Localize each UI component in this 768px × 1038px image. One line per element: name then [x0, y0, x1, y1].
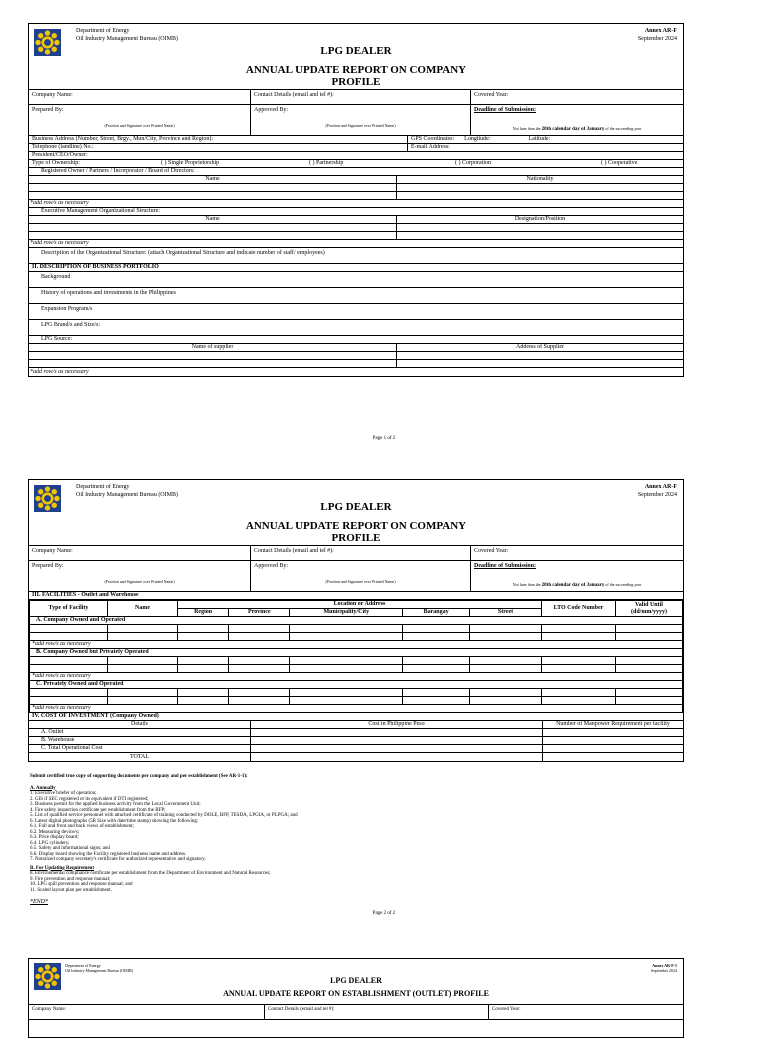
- telephone-field[interactable]: Telephone (landline) No.:: [29, 144, 408, 151]
- form-subtitle: ANNUAL UPDATE REPORT ON COMPANY PROFILE: [245, 520, 467, 545]
- agency-name: Department of Energy Oil Industry Management Bureau (OIMB): [65, 963, 133, 973]
- form-subtitle: ANNUAL UPDATE REPORT ON ESTABLISHMENT (OUTLET) PROFILE: [223, 989, 489, 998]
- covered-year-field[interactable]: Covered Year:: [474, 92, 509, 98]
- gps-field[interactable]: GPS Coordinates: Longitude: Latitude:: [411, 136, 551, 143]
- table-row: [30, 665, 683, 673]
- approved-by-field[interactable]: Approved By: (Position and Signature over Printed Name): [251, 561, 471, 591]
- company-name-field[interactable]: Company Name:: [29, 1005, 265, 1019]
- form-title: LPG DEALER: [320, 501, 392, 513]
- registered-owner-label: Registered Owner / Partners / Incorporator / Board of Directors:: [29, 168, 683, 176]
- section-3-heading: III. FACILITIES - Outlet and Warehouse: [29, 592, 683, 600]
- form-title: LPG DEALER: [320, 45, 392, 57]
- contact-details-field[interactable]: Contact Details (email and tel #):: [265, 1005, 489, 1019]
- email-field[interactable]: E-mail Address:: [411, 144, 450, 151]
- covered-year-field[interactable]: Covered Year:: [492, 1007, 521, 1012]
- page-number: Page 2 of 2: [372, 911, 396, 916]
- page-1: Department of Energy Oil Industry Management Bureau (OIMB) Annex AR-F September 2024 LPG DEALER ANNUAL UPDATE REPORT ON COMPANY PROFILE Company Name: Contact Details (email and tel #): Covered Year: Prepared By: (Position and Signature over Printed Name) Approved By: (Position and Signature over Printed Name) Deadline of Submission: Not later than the 20th calendar day of January of the succeeding year Business Address (Number, Street, Brgy., Mun/City, Province and Region): GPS Coordinates: Longitude: Latitude: Telephone (landline) No.: E-mail Address: President/CEO/Owner: Type of Ownership: ( ) Single Proprietorship ( ) Partnership ( ) Corporation ( ) Cooperative Registered Owner / Partners / Incorporator / Board of Directors: Name Nationality *add row/s as necessary Executive Management Organizational Structure: Name Designation/Position *add row/s as necessary Description of the Organizational Structure: (attach Organizational Structure and indicate number of staff/ employees) II. DESCRIPTION OF BUSINESS PORTFOLIO Background History of operations and investments in the Philippines Expansion Program/s LPG Brand/s and Size/s: LPG Source: Name of supplier Address of Supplier *add row/s as necessary: [28, 23, 684, 377]
- deadline-field: Deadline of Submission: Not later than the 20th calendar day of January of the succeeding year: [474, 107, 642, 133]
- table-row: [30, 697, 683, 705]
- annex-label: Annex AR-F September 2024: [637, 28, 677, 42]
- president-field[interactable]: President/CEO/Owner:: [29, 152, 683, 160]
- partnership-checkbox[interactable]: ( ) Partnership: [309, 160, 344, 167]
- table-row: [30, 625, 683, 633]
- agency-name: Department of Energy Oil Industry Management Bureau (OIMB): [76, 484, 178, 498]
- history-field[interactable]: History of operations and investments in the Philippines: [29, 288, 683, 304]
- exec-structure-label: Executive Management Organizational Structure:: [29, 208, 683, 216]
- page-3: [28, 958, 684, 1038]
- cooperative-checkbox[interactable]: ( ) Cooperative: [601, 160, 638, 167]
- annex-label: Annex AR-F September 2024: [637, 484, 677, 498]
- page-header: [29, 24, 683, 90]
- annex-label: Annex AR-F-1 September 2024: [650, 963, 677, 973]
- table-row: [30, 633, 683, 641]
- section-4-heading: IV. COST OF INVESTMENT (Company Owned): [29, 713, 683, 721]
- business-address-field[interactable]: Business Address (Number, Street, Brgy., Mun/City, Province and Region):: [29, 136, 408, 143]
- approved-by-field[interactable]: Approved By: (Position and Signature over Printed Name): [251, 105, 471, 135]
- add-rows-note: *add row/s as necessary: [30, 368, 89, 375]
- form-title: LPG DEALER: [330, 976, 382, 985]
- org-structure-field[interactable]: Description of the Organizational Structure: (attach Organizational Structure and indicate number of staff/ employees): [29, 248, 683, 264]
- page-header: [29, 959, 683, 1005]
- page-header: [29, 480, 683, 546]
- form-subtitle: ANNUAL UPDATE REPORT ON COMPANY PROFILE: [245, 64, 467, 89]
- brands-field[interactable]: LPG Brand/s and Size/s:: [29, 320, 683, 336]
- section-2-heading: II. DESCRIPTION OF BUSINESS PORTFOLIO: [29, 264, 683, 272]
- contact-details-field[interactable]: Contact Details (email and tel #):: [251, 546, 471, 560]
- expansion-field[interactable]: Expansion Program/s: [29, 304, 683, 320]
- requirements-list: Submit certified true copy of supporting documents per company and per establishment (See AR-1-1): A. Annually 1. Executive briefer of operation; 2. GIS if SEC registered or its equivalent if DTI registered; 3. Business permit for the applied business activity from the Local Government Unit; 4. Fire safety inspection certificate per establishment from the BFP; 5. List of qualified service personnel with attached certificate of training conducted by DOLE, BFP, TESDA, LPGIA, or PLPGA; and 6. Latest digital photographs (5R Size with date/time stamp) showing the following: 6.1. Full and front and back views of establishment; 6.2. Measuring device/s; 6.3. Price display board; 6.4. LPG cylinders; 6.5. Safety and informational signs; and 6.6. Display board showing the Facility registered business name and address. 7. Notarized company secretary's certificate for authorized representative and signatory. B. For Updating Requirement 8. Environmental compliance certificate per establishment from the Department of Environment and Natural Resources; 9. Fire prevention and response manual; 10. LPG spill prevention and response manual; and 11. Scaled layout plan per establishment. *END*: [30, 774, 298, 905]
- company-name-field[interactable]: Company Name:: [29, 546, 251, 560]
- single-prop-checkbox[interactable]: ( ) Single Proprietorship: [161, 160, 220, 167]
- add-rows-note: *add row/s as necessary: [29, 200, 683, 208]
- add-rows-note: *add row/s as necessary: [29, 240, 683, 248]
- facilities-table: Type of Facility Name Location or Address LTO Code Number Valid Until (dd/mm/yyyy) Region Province Municipality/City Barangay Street A. Company Owned and Operated *add row/s as necessary B. Company Owned but Privately Operated *add row/s as necessary C. Privately Owned and Operated *add row/s as necessary: [29, 600, 683, 713]
- background-field[interactable]: Background: [29, 272, 683, 288]
- lpg-source-label: LPG Source:: [29, 336, 683, 344]
- page-number: Page 1 of 2: [372, 436, 396, 441]
- contact-details-field[interactable]: Contact Details (email and tel #):: [251, 90, 471, 104]
- table-row: [30, 657, 683, 665]
- table-row: [30, 689, 683, 697]
- deadline-field: Deadline of Submission: Not later than the 20th calendar day of January of the succeeding year: [474, 563, 642, 589]
- page-2: Department of Energy Oil Industry Management Bureau (OIMB) Annex AR-F September 2024 LPG DEALER ANNUAL UPDATE REPORT ON COMPANY PROFILE Company Name: Contact Details (email and tel #): Covered Year: Prepared By: (Position and Signature over Printed Name) Approved By: (Position and Signature over Printed Name) Deadline of Submission: Not later than the 20th calendar day of January of the succeeding year III. FACILITIES - Outlet and Warehouse Type of Facility Name Location or Address LTO Code Number Valid Until (dd/mm/yyyy) Region Province Municipality/City Barangay Street A. Company Owned and Operated *add row/s as necessary B. Company Owned but Privately Operated *add row/s as necessary C. Privately Owned and Operated *add row/s as necessary IV. COST OF INVESTMENT (Company Owned) Details Cost in Philippine Peso Number of Manpower Requirement per facility A. Outlet B. Warehouse C. Total Operational Cost TOTAL: [28, 479, 684, 762]
- prepared-by-field[interactable]: Prepared By: (Position and Signature over Printed Name): [29, 561, 251, 591]
- ownership-row: Type of Ownership: ( ) Single Proprietorship ( ) Partnership ( ) Corporation ( ) Cooperative: [29, 160, 683, 168]
- corporation-checkbox[interactable]: ( ) Corporation: [455, 160, 491, 167]
- agency-name: Department of Energy Oil Industry Management Bureau (OIMB): [76, 28, 178, 42]
- prepared-by-field[interactable]: Prepared By: (Position and Signature over Printed Name): [29, 105, 251, 135]
- company-name-field[interactable]: Company Name:: [29, 90, 251, 104]
- covered-year-field[interactable]: Covered Year:: [474, 548, 509, 554]
